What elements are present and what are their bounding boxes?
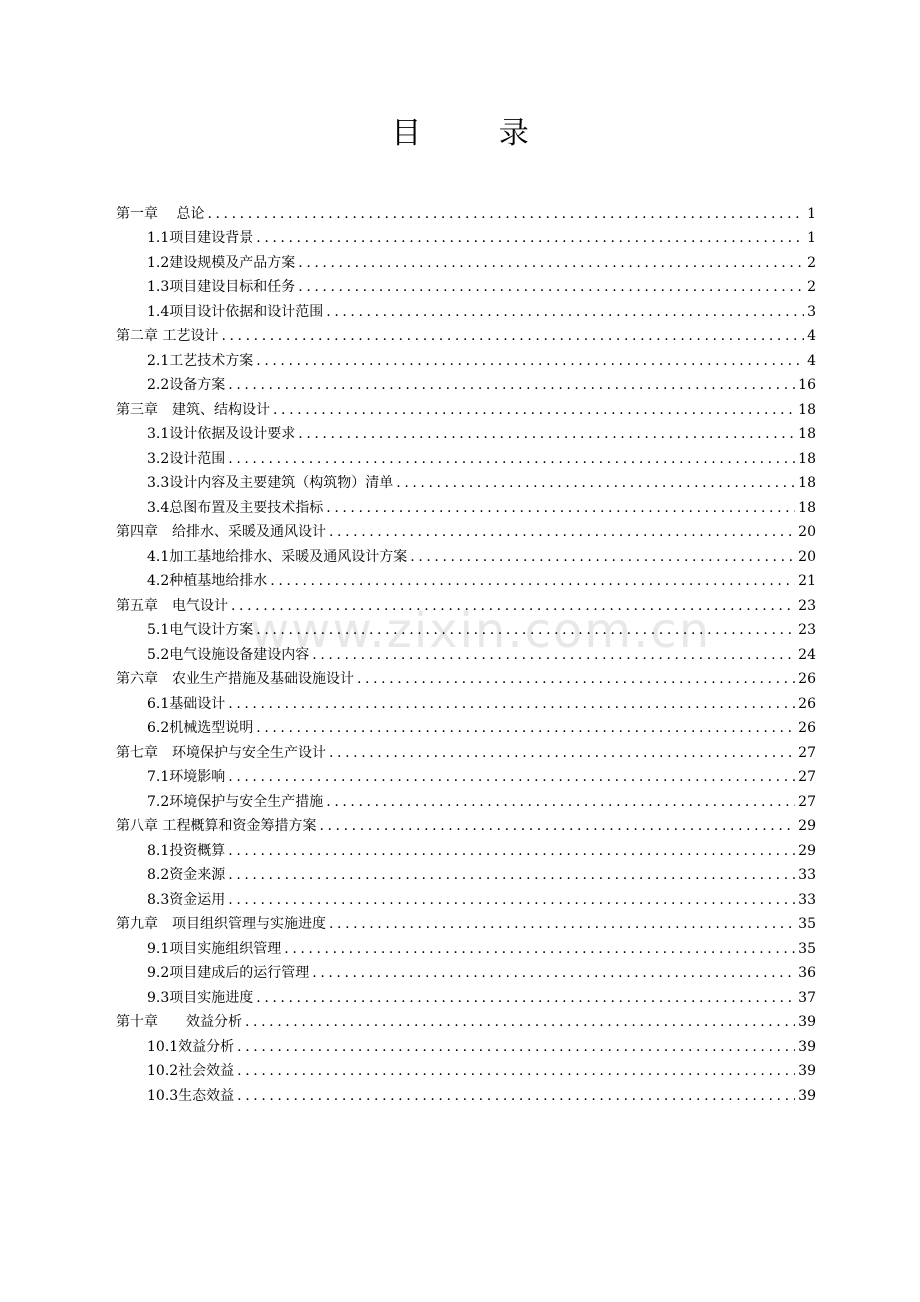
- toc-entry-title: 第四章 给排水、采暖及通风设计: [116, 524, 326, 540]
- toc-dot-leader: [326, 499, 795, 517]
- toc-chapter-entry[interactable]: [116, 664, 816, 689]
- toc-section-entry[interactable]: [116, 1056, 816, 1081]
- toc-dot-leader: [298, 278, 804, 296]
- toc-chapter-entry[interactable]: [116, 517, 816, 542]
- toc-section-entry[interactable]: [116, 370, 816, 395]
- toc-section-entry[interactable]: [116, 272, 816, 297]
- toc-entry-title: 10.3生态效益: [147, 1087, 235, 1104]
- toc-page-number: 29: [798, 818, 816, 834]
- toc-section-entry[interactable]: [116, 443, 816, 468]
- toc-entry-title: 3.2设计范围: [147, 450, 226, 467]
- toc-section-entry[interactable]: [116, 296, 816, 321]
- toc-entry-title: 2.2设备方案: [147, 377, 226, 393]
- toc-page-number: 18: [798, 450, 816, 467]
- toc-page-number: 23: [798, 597, 816, 614]
- toc-page-number: 35: [798, 916, 816, 932]
- toc-section-entry[interactable]: [116, 982, 816, 1007]
- toc-page-number: 20: [798, 548, 816, 565]
- toc-section-entry[interactable]: [116, 884, 816, 909]
- toc-dot-leader: [284, 940, 795, 958]
- toc-page-number: 39: [798, 1063, 816, 1079]
- toc-entry-title: 8.1投资概算: [147, 842, 226, 859]
- toc-dot-leader: [312, 646, 795, 664]
- toc-dot-leader: [228, 376, 795, 394]
- toc-chapter-entry[interactable]: [116, 321, 816, 346]
- toc-entry-title: 第九章 项目组织管理与实施进度: [116, 916, 326, 932]
- toc-page-number: 1: [807, 230, 816, 246]
- toc-entry-title: 10.1效益分析: [147, 1038, 235, 1055]
- toc-section-entry[interactable]: [116, 1031, 816, 1056]
- toc-entry-title: 6.1基础设计: [147, 695, 226, 712]
- toc-section-entry[interactable]: [116, 786, 816, 811]
- toc-section-entry[interactable]: [116, 541, 816, 566]
- toc-dot-leader: [237, 1062, 795, 1080]
- toc-dot-leader: [329, 523, 795, 541]
- toc-section-entry[interactable]: [116, 247, 816, 272]
- toc-page-number: 3: [807, 303, 816, 320]
- toc-section-entry[interactable]: [116, 688, 816, 713]
- toc-dot-leader: [231, 597, 795, 615]
- toc-page-number: 4: [807, 352, 816, 369]
- toc-page-number: 27: [798, 744, 816, 761]
- toc-dot-leader: [329, 744, 795, 762]
- toc-dot-leader: [228, 891, 795, 909]
- toc-entry-title: 第七章 环境保护与安全生产设计: [116, 744, 326, 761]
- toc-entry-title: 第三章 建筑、结构设计: [116, 401, 270, 418]
- toc-page-number: 16: [798, 377, 816, 393]
- toc-dot-leader: [221, 327, 804, 345]
- toc-entry-title: 5.1电气设计方案: [147, 622, 254, 638]
- toc-section-entry[interactable]: [116, 713, 816, 738]
- toc-dot-leader: [357, 670, 795, 688]
- toc-page-number: 26: [798, 695, 816, 712]
- toc-dot-leader: [410, 548, 795, 566]
- toc-page-number: 29: [798, 842, 816, 859]
- toc-dot-leader: [228, 866, 795, 884]
- toc-entry-title: 7.2环境保护与安全生产措施: [147, 793, 324, 810]
- toc-page-number: 27: [798, 769, 816, 785]
- toc-chapter-entry[interactable]: [116, 198, 816, 223]
- toc-chapter-entry[interactable]: [116, 1007, 816, 1032]
- toc-page-number: 39: [798, 1014, 816, 1030]
- table-of-contents: [116, 198, 816, 1105]
- toc-entry-title: 8.3资金运用: [147, 891, 226, 908]
- toc-entry-title: 2.1工艺技术方案: [147, 352, 254, 369]
- toc-page-number: 26: [798, 671, 816, 687]
- toc-page-number: 20: [798, 524, 816, 540]
- toc-page-number: 24: [798, 646, 816, 663]
- toc-entry-title: 1.4项目设计依据和设计范围: [147, 303, 324, 320]
- page-title: 目 录: [391, 116, 563, 151]
- toc-chapter-entry[interactable]: [116, 811, 816, 836]
- toc-dot-leader: [228, 842, 795, 860]
- toc-entry-title: 第八章 工程概算和资金筹措方案: [116, 818, 317, 834]
- toc-entry-title: 9.3项目实施进度: [147, 989, 254, 1006]
- toc-entry-title: 3.3设计内容及主要建筑（构筑物）清单: [147, 475, 394, 491]
- toc-entry-title: 7.1环境影响: [147, 769, 226, 785]
- toc-page-number: 36: [798, 965, 816, 981]
- toc-entry-title: 3.4总图布置及主要技术指标: [147, 499, 324, 516]
- toc-page-number: 4: [807, 328, 816, 344]
- toc-entry-title: 1.1项目建设背景: [147, 230, 254, 246]
- toc-section-entry[interactable]: [116, 1080, 816, 1105]
- toc-entry-title: 9.2项目建成后的运行管理: [147, 965, 310, 981]
- toc-entry-title: 4.2种植基地给排水: [147, 573, 268, 589]
- toc-section-entry[interactable]: [116, 468, 816, 493]
- toc-dot-leader: [256, 719, 795, 737]
- toc-dot-leader: [256, 352, 804, 370]
- toc-dot-leader: [228, 695, 795, 713]
- toc-page-number: 39: [798, 1087, 816, 1104]
- toc-dot-leader: [298, 425, 795, 443]
- toc-dot-leader: [319, 817, 795, 835]
- toc-page-number: 33: [798, 867, 816, 883]
- toc-page-number: 26: [798, 720, 816, 736]
- toc-page-number: 1: [807, 205, 816, 222]
- toc-dot-leader: [256, 229, 804, 247]
- toc-section-entry[interactable]: [116, 639, 816, 664]
- toc-section-entry[interactable]: [116, 566, 816, 591]
- toc-dot-leader: [256, 989, 795, 1007]
- toc-dot-leader: [237, 1087, 795, 1105]
- toc-entry-title: 10.2社会效益: [147, 1063, 235, 1079]
- toc-chapter-entry[interactable]: [116, 590, 816, 615]
- toc-entry-title: 9.1项目实施组织管理: [147, 940, 282, 957]
- toc-dot-leader: [326, 793, 795, 811]
- toc-dot-leader: [237, 1038, 795, 1056]
- toc-page-number: 18: [798, 499, 816, 516]
- toc-chapter-entry[interactable]: [116, 737, 816, 762]
- toc-entry-title: 第二章 工艺设计: [116, 328, 219, 344]
- toc-page-number: 18: [798, 401, 816, 418]
- toc-section-entry[interactable]: [116, 958, 816, 983]
- toc-dot-leader: [256, 621, 795, 639]
- toc-dot-leader: [228, 768, 795, 786]
- toc-dot-leader: [396, 474, 795, 492]
- toc-section-entry[interactable]: [116, 762, 816, 787]
- toc-entry-title: 1.3项目建设目标和任务: [147, 279, 296, 295]
- toc-dot-leader: [312, 964, 795, 982]
- toc-dot-leader: [329, 915, 795, 933]
- watermark: www.zixin.com.cn: [250, 603, 712, 659]
- toc-section-entry[interactable]: [116, 345, 816, 370]
- toc-section-entry[interactable]: [116, 860, 816, 885]
- toc-section-entry[interactable]: [116, 492, 816, 517]
- toc-section-entry[interactable]: [116, 835, 816, 860]
- toc-dot-leader: [270, 572, 795, 590]
- toc-page-number: 18: [798, 426, 816, 442]
- toc-page-number: 21: [798, 573, 816, 589]
- toc-entry-title: 5.2电气设施设备建设内容: [147, 646, 310, 663]
- toc-dot-leader: [326, 303, 804, 321]
- toc-page-number: 2: [807, 254, 816, 271]
- toc-page-number: 2: [807, 279, 816, 295]
- toc-page-number: 27: [798, 793, 816, 810]
- toc-page-number: 23: [798, 622, 816, 638]
- toc-chapter-entry[interactable]: [116, 909, 816, 934]
- toc-section-entry[interactable]: [116, 615, 816, 640]
- toc-entry-title: 第五章 电气设计: [116, 597, 228, 614]
- toc-dot-leader: [207, 205, 804, 223]
- toc-dot-leader: [273, 401, 795, 419]
- toc-entry-title: 第一章 总论: [116, 205, 205, 222]
- toc-page-number: 35: [798, 940, 816, 957]
- toc-entry-title: 第十章 效益分析: [116, 1014, 242, 1030]
- toc-page-number: 39: [798, 1038, 816, 1055]
- toc-entry-title: 6.2机械选型说明: [147, 720, 254, 736]
- toc-section-entry[interactable]: [116, 223, 816, 248]
- toc-entry-title: 8.2资金来源: [147, 867, 226, 883]
- toc-entry-title: 3.1设计依据及设计要求: [147, 426, 296, 442]
- toc-dot-leader: [298, 254, 804, 272]
- toc-entry-title: 第六章 农业生产措施及基础设施设计: [116, 671, 354, 687]
- toc-section-entry[interactable]: [116, 419, 816, 444]
- toc-page-number: 33: [798, 891, 816, 908]
- toc-section-entry[interactable]: [116, 933, 816, 958]
- toc-chapter-entry[interactable]: [116, 394, 816, 419]
- toc-dot-leader: [228, 450, 795, 468]
- toc-page-number: 18: [798, 475, 816, 491]
- toc-dot-leader: [245, 1013, 795, 1031]
- toc-page-number: 37: [798, 989, 816, 1006]
- toc-entry-title: 1.2建设规模及产品方案: [147, 254, 296, 271]
- toc-entry-title: 4.1加工基地给排水、采暖及通风设计方案: [147, 548, 408, 565]
